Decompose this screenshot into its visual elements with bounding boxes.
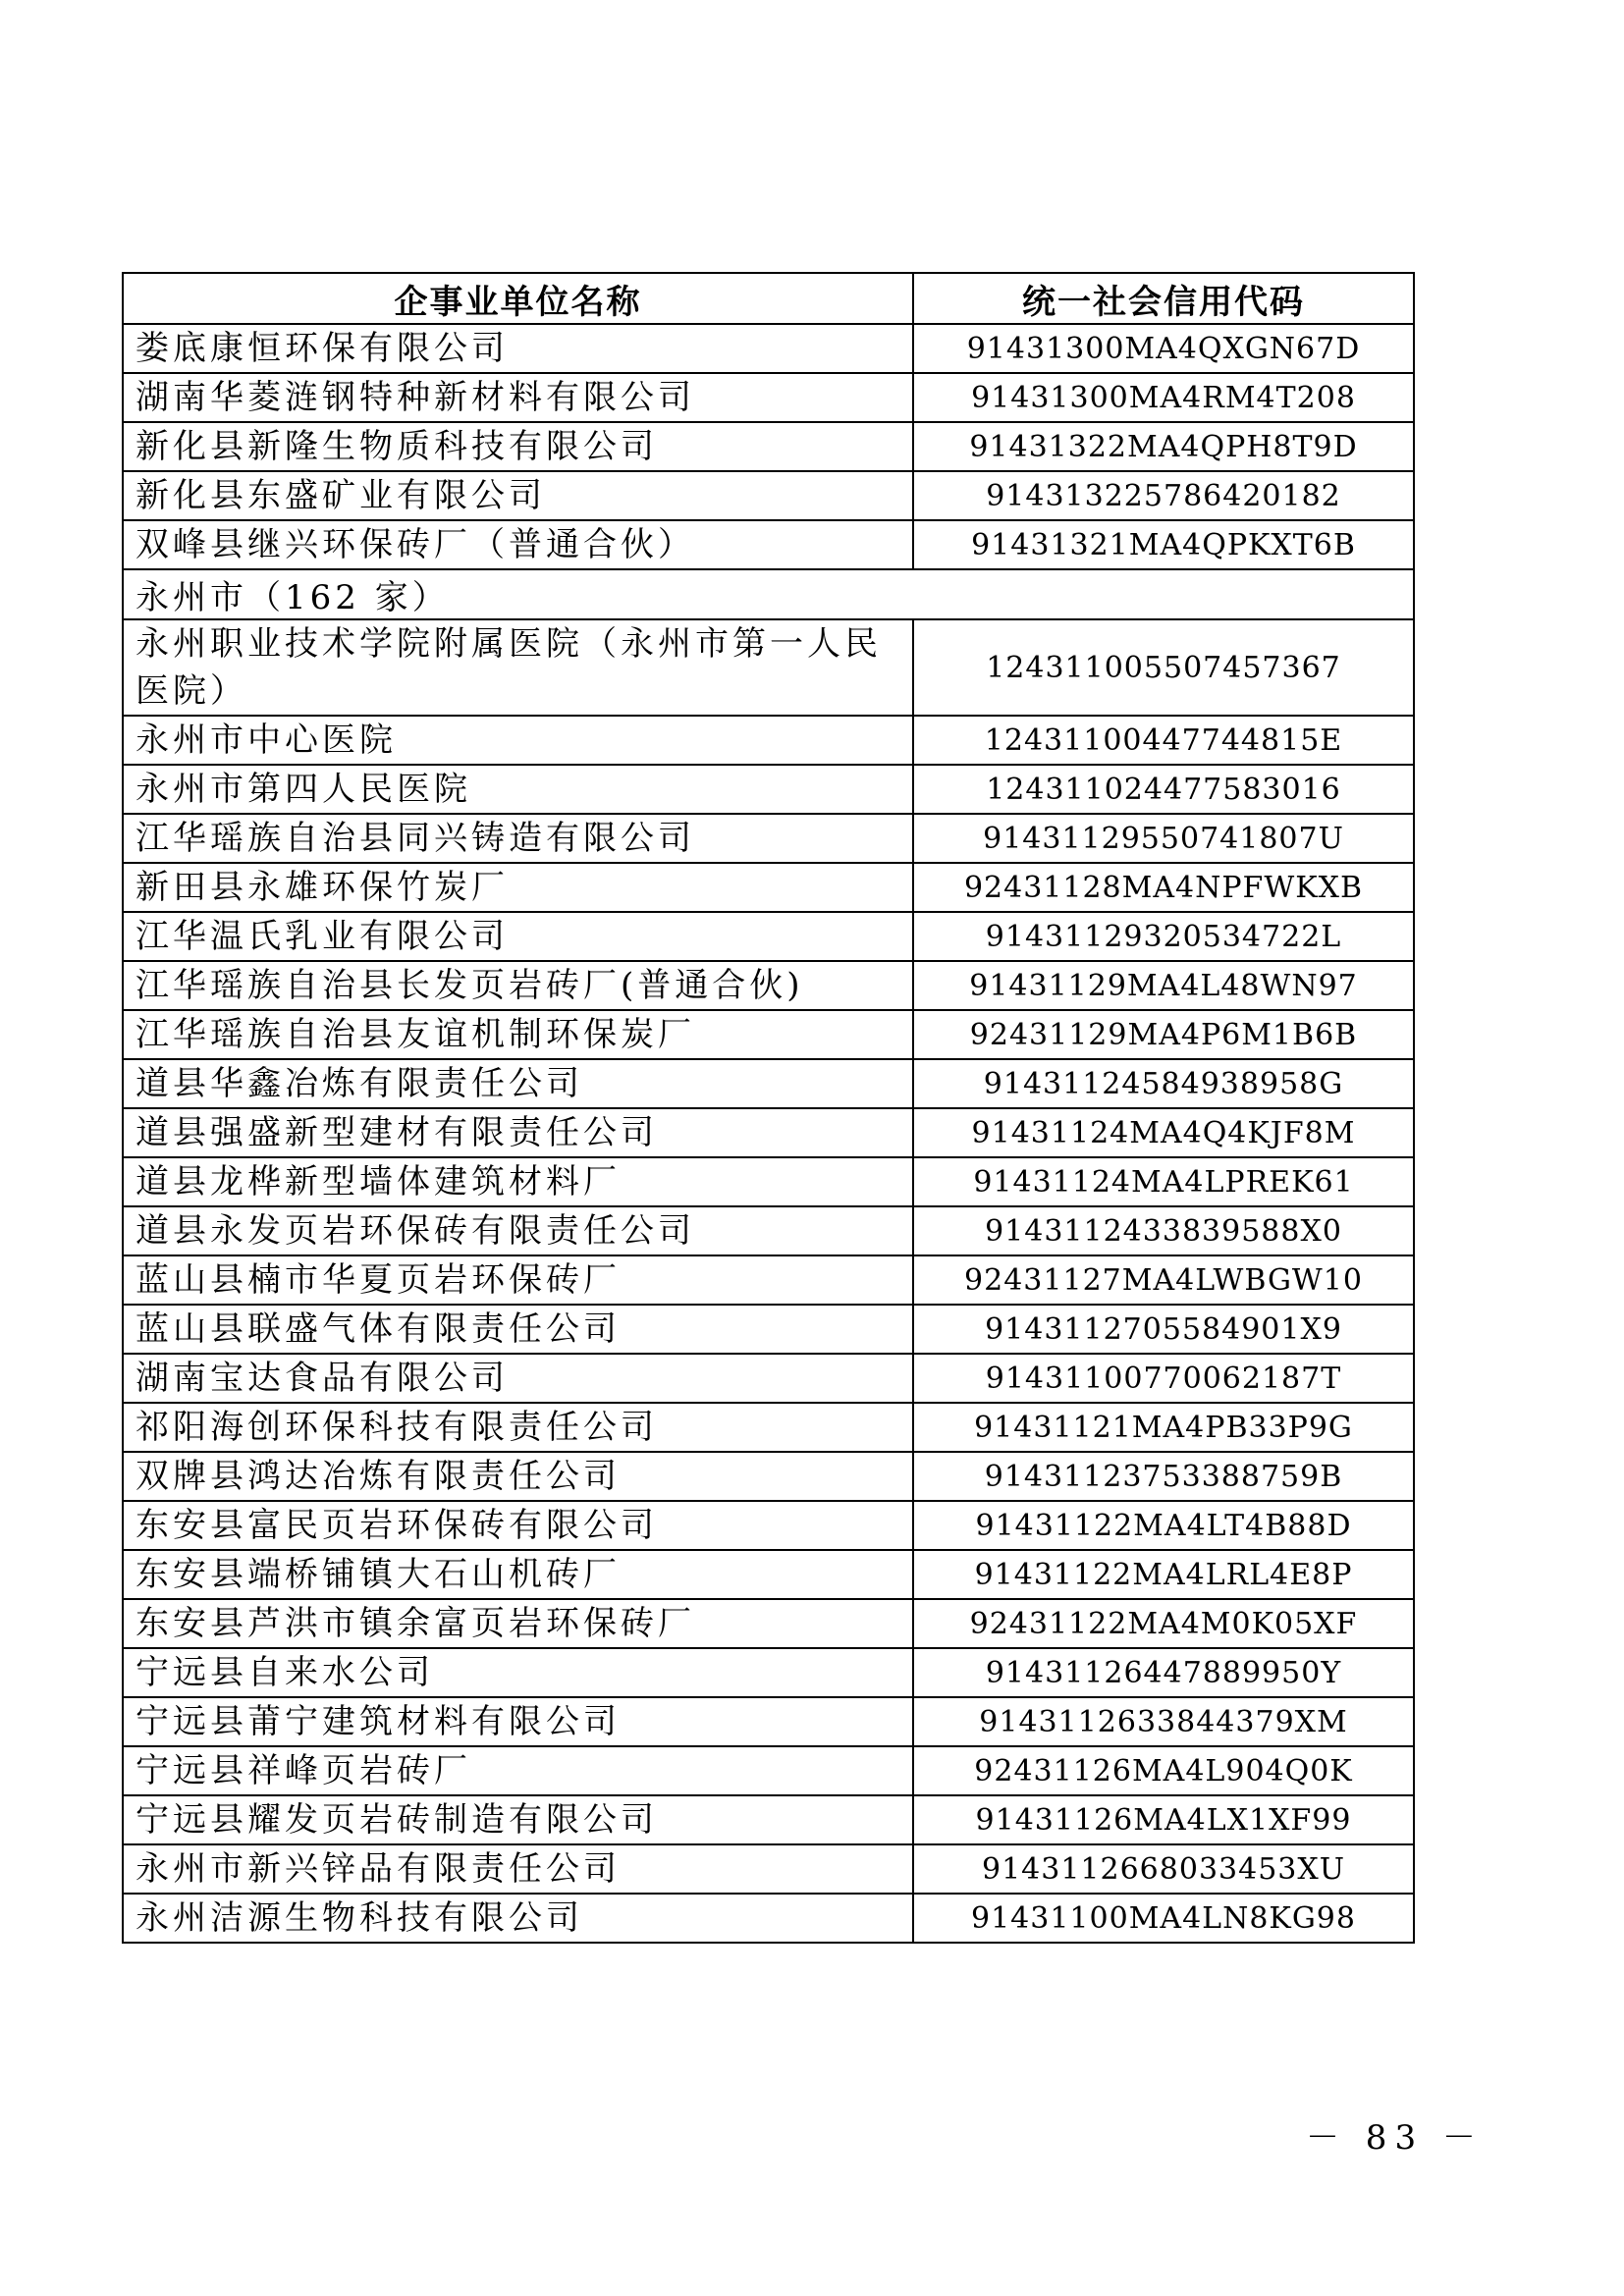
table-row xyxy=(123,912,1414,961)
credit-code-cell: 91431126447889950Y xyxy=(913,1648,1414,1697)
table-row xyxy=(123,1059,1414,1108)
credit-code-cell: 9143112433839588X0 xyxy=(913,1206,1414,1255)
credit-code-cell: 91431123753388759B xyxy=(913,1452,1414,1501)
company-name-cell: 永州市中心医院 xyxy=(123,716,913,765)
table-row xyxy=(123,1894,1414,1943)
company-name-cell: 永州职业技术学院附属医院（永州市第一人民医院） xyxy=(123,619,913,716)
credit-code-cell: 124311024477583016 xyxy=(913,765,1414,814)
company-name-cell: 道县永发页岩环保砖有限责任公司 xyxy=(123,1206,913,1255)
company-name-cell: 永州洁源生物科技有限公司 xyxy=(123,1894,913,1943)
table-row xyxy=(123,765,1414,814)
company-name-cell: 道县强盛新型建材有限责任公司 xyxy=(123,1108,913,1157)
table-row xyxy=(123,1354,1414,1403)
credit-code-cell: 9143112668033453XU xyxy=(913,1844,1414,1894)
page-number: － 83 － xyxy=(1306,2118,1484,2158)
company-name-cell: 双牌县鸿达冶炼有限责任公司 xyxy=(123,1452,913,1501)
company-name-cell: 永州市第四人民医院 xyxy=(123,765,913,814)
company-name-cell: 宁远县祥峰页岩砖厂 xyxy=(123,1746,913,1795)
credit-code-cell: 91431122MA4LT4B88D xyxy=(913,1501,1414,1550)
table-row xyxy=(123,1795,1414,1844)
table-row xyxy=(123,1844,1414,1894)
company-name-cell: 蓝山县楠市华夏页岩环保砖厂 xyxy=(123,1255,913,1305)
table-row xyxy=(123,863,1414,912)
credit-code-cell: 91431300MA4RM4T208 xyxy=(913,373,1414,422)
credit-code-cell: 92431122MA4M0K05XF xyxy=(913,1599,1414,1648)
table-row xyxy=(123,1403,1414,1452)
company-name-cell: 宁远县耀发页岩砖制造有限公司 xyxy=(123,1795,913,1844)
table-row xyxy=(123,716,1414,765)
company-name-cell: 东安县富民页岩环保砖有限公司 xyxy=(123,1501,913,1550)
header-name: 企事业单位名称 xyxy=(123,273,913,324)
credit-code-cell: 91431124MA4LPREK61 xyxy=(913,1157,1414,1206)
company-name-cell: 道县华鑫冶炼有限责任公司 xyxy=(123,1059,913,1108)
company-name-cell: 蓝山县联盛气体有限责任公司 xyxy=(123,1305,913,1354)
company-name-cell: 江华瑶族自治县友谊机制环保炭厂 xyxy=(123,1010,913,1059)
company-name-cell: 娄底康恒环保有限公司 xyxy=(123,324,913,373)
company-name-cell: 新田县永雄环保竹炭厂 xyxy=(123,863,913,912)
company-name-cell: 东安县芦洪市镇余富页岩环保砖厂 xyxy=(123,1599,913,1648)
company-name-cell: 江华瑶族自治县长发页岩砖厂(普通合伙) xyxy=(123,961,913,1010)
company-name-cell: 宁远县莆宁建筑材料有限公司 xyxy=(123,1697,913,1746)
table-row xyxy=(123,1599,1414,1648)
company-name-cell: 双峰县继兴环保砖厂（普通合伙） xyxy=(123,520,913,569)
table-row xyxy=(123,1501,1414,1550)
table-row xyxy=(123,422,1414,471)
credit-code-cell: 91431129320534722L xyxy=(913,912,1414,961)
table-row xyxy=(123,1305,1414,1354)
credit-code-cell: 9143112705584901X9 xyxy=(913,1305,1414,1354)
credit-code-cell: 12431100447744815E xyxy=(913,716,1414,765)
table-row xyxy=(123,1452,1414,1501)
table-row xyxy=(123,1255,1414,1305)
credit-code-cell: 91431122MA4LRL4E8P xyxy=(913,1550,1414,1599)
table-row xyxy=(123,619,1414,716)
header-code: 统一社会信用代码 xyxy=(913,273,1414,324)
credit-code-cell: 124311005507457367 xyxy=(913,619,1414,716)
section-label: 永州市（162 家） xyxy=(123,569,1414,619)
credit-code-cell: 91431126MA4LX1XF99 xyxy=(913,1795,1414,1844)
table-row xyxy=(123,1550,1414,1599)
table-row xyxy=(123,1746,1414,1795)
company-name-cell: 新化县东盛矿业有限公司 xyxy=(123,471,913,520)
table-row xyxy=(123,1108,1414,1157)
company-name-cell: 祁阳海创环保科技有限责任公司 xyxy=(123,1403,913,1452)
credit-code-cell: 91431322MA4QPH8T9D xyxy=(913,422,1414,471)
credit-code-cell: 92431126MA4L904Q0K xyxy=(913,1746,1414,1795)
table-row xyxy=(123,1010,1414,1059)
credit-code-cell: 91431129MA4L48WN97 xyxy=(913,961,1414,1010)
table-row xyxy=(123,961,1414,1010)
company-name-cell: 湖南华菱涟钢特种新材料有限公司 xyxy=(123,373,913,422)
credit-code-cell: 91431124584938958G xyxy=(913,1059,1414,1108)
company-name-cell: 江华温氏乳业有限公司 xyxy=(123,912,913,961)
table-row xyxy=(123,520,1414,569)
credit-code-cell: 91431124MA4Q4KJF8M xyxy=(913,1108,1414,1157)
credit-code-cell: 914313225786420182 xyxy=(913,471,1414,520)
table-row xyxy=(123,814,1414,863)
company-name-cell: 江华瑶族自治县同兴铸造有限公司 xyxy=(123,814,913,863)
table-row xyxy=(123,1206,1414,1255)
table-row xyxy=(123,1157,1414,1206)
table-row xyxy=(123,1697,1414,1746)
company-name-cell: 道县龙桦新型墙体建筑材料厂 xyxy=(123,1157,913,1206)
company-name-cell: 东安县端桥铺镇大石山机砖厂 xyxy=(123,1550,913,1599)
table-header-row xyxy=(123,273,1414,324)
credit-code-cell: 91431321MA4QPKXT6B xyxy=(913,520,1414,569)
credit-code-cell: 91431100MA4LN8KG98 xyxy=(913,1894,1414,1943)
section-row xyxy=(123,569,1414,619)
credit-code-cell: 91431121MA4PB33P9G xyxy=(913,1403,1414,1452)
credit-code-cell: 91431300MA4QXGN67D xyxy=(913,324,1414,373)
company-name-cell: 宁远县自来水公司 xyxy=(123,1648,913,1697)
credit-code-cell: 92431127MA4LWBGW10 xyxy=(913,1255,1414,1305)
credit-code-cell: 91431129550741807U xyxy=(913,814,1414,863)
table-row xyxy=(123,471,1414,520)
credit-code-cell: 9143112633844379XM xyxy=(913,1697,1414,1746)
credit-code-cell: 92431128MA4NPFWKXB xyxy=(913,863,1414,912)
company-name-cell: 新化县新隆生物质科技有限公司 xyxy=(123,422,913,471)
credit-code-cell: 92431129MA4P6M1B6B xyxy=(913,1010,1414,1059)
company-name-cell: 湖南宝达食品有限公司 xyxy=(123,1354,913,1403)
company-name-cell: 永州市新兴锌品有限责任公司 xyxy=(123,1844,913,1894)
table-row xyxy=(123,373,1414,422)
credit-code-cell: 91431100770062187T xyxy=(913,1354,1414,1403)
table-body xyxy=(123,324,1414,1943)
table-row xyxy=(123,1648,1414,1697)
enterprise-table xyxy=(122,272,1415,1944)
table-row xyxy=(123,324,1414,373)
